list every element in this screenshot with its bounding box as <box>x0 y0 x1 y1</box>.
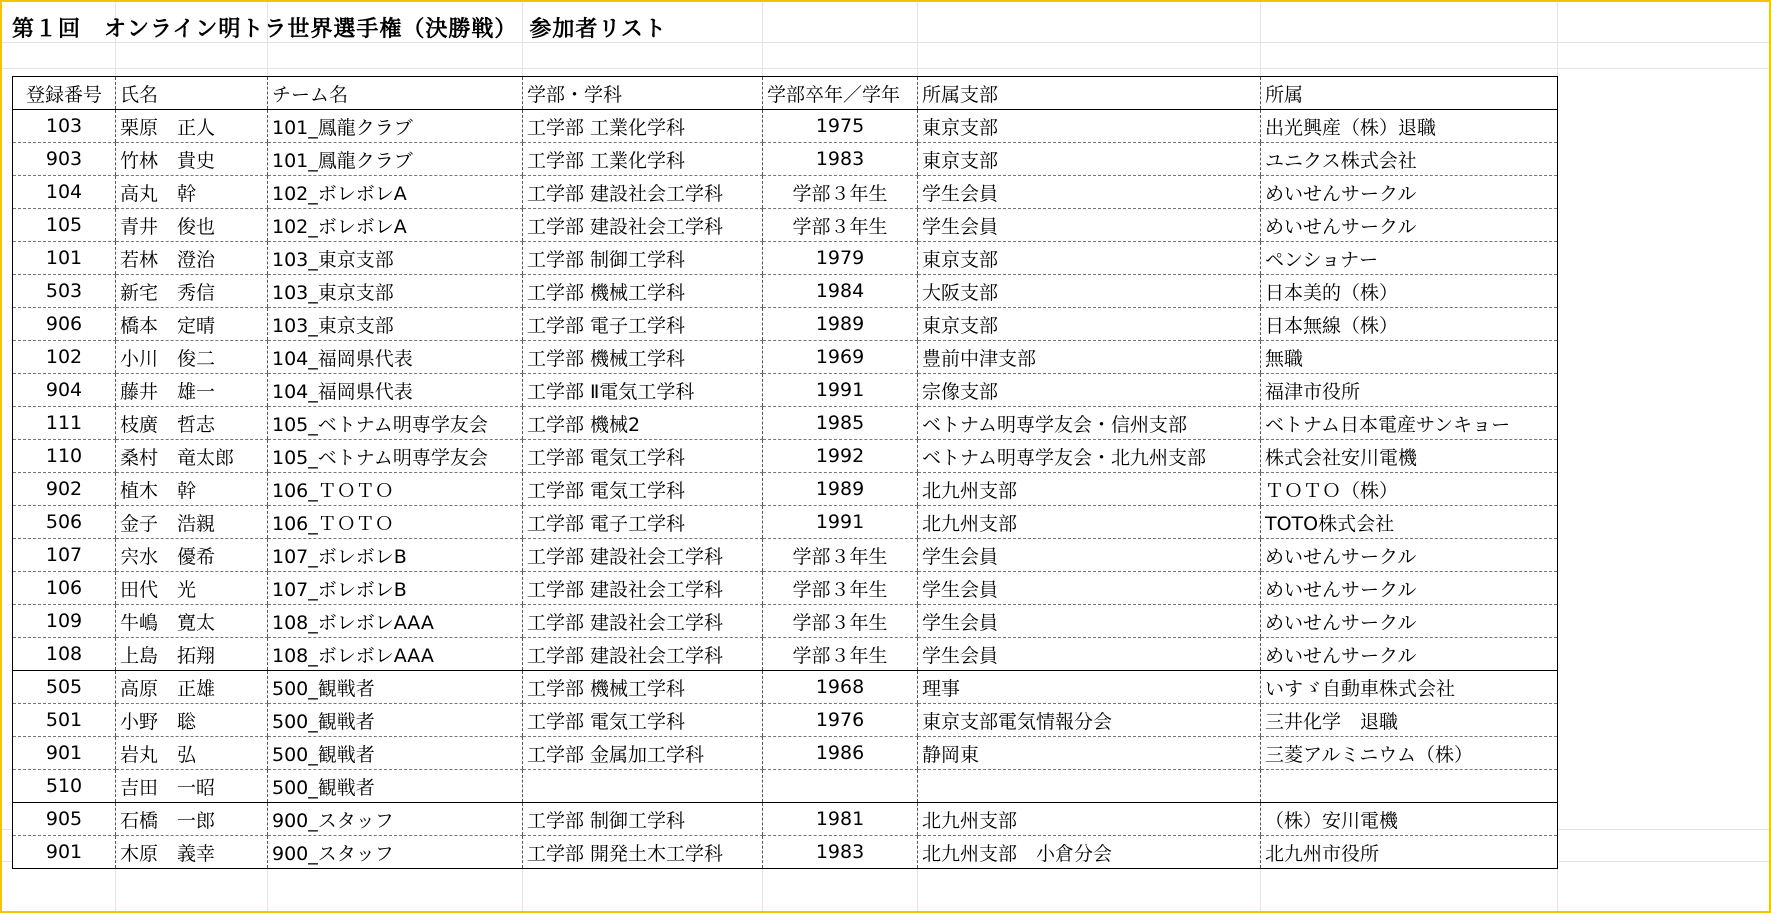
registration-number-cell[interactable]: 903 <box>13 143 116 176</box>
name-cell[interactable]: 桑村 竜太郎 <box>116 440 268 473</box>
name-cell[interactable]: 小川 俊二 <box>116 341 268 374</box>
department-cell[interactable]: 工学部 建設社会工学科 <box>523 572 763 605</box>
department-cell[interactable]: 工学部 電気工学科 <box>523 704 763 737</box>
table-row <box>13 605 1558 638</box>
registration-number-cell[interactable]: 109 <box>13 605 116 638</box>
department-cell[interactable]: 工学部 建設社会工学科 <box>523 176 763 209</box>
name-cell[interactable]: 若林 澄治 <box>116 242 268 275</box>
registration-number-cell[interactable]: 503 <box>13 275 116 308</box>
department-cell[interactable]: 工学部 建設社会工学科 <box>523 638 763 671</box>
team-cell[interactable]: 101_鳳龍クラブ <box>268 143 523 176</box>
registration-number-cell[interactable]: 105 <box>13 209 116 242</box>
grad-year-cell[interactable]: 1975 <box>763 110 918 143</box>
branch-cell[interactable]: 東京支部 <box>918 242 1261 275</box>
team-cell[interactable]: 106_ＴＯＴＯ <box>268 473 523 506</box>
department-cell[interactable]: 工学部 工業化学科 <box>523 110 763 143</box>
grad-year-cell[interactable]: 1983 <box>763 836 918 869</box>
department-cell[interactable]: 工学部 金属加工学科 <box>523 737 763 770</box>
registration-number-cell[interactable]: 102 <box>13 341 116 374</box>
branch-cell[interactable]: ベトナム明専学友会・信州支部 <box>918 407 1261 440</box>
department-cell[interactable]: 工学部 電子工学科 <box>523 308 763 341</box>
name-cell[interactable]: 木原 義幸 <box>116 836 268 869</box>
table-row <box>13 539 1558 572</box>
registration-number-cell[interactable]: 104 <box>13 176 116 209</box>
department-cell[interactable]: 工学部 建設社会工学科 <box>523 605 763 638</box>
table-row <box>13 440 1558 473</box>
branch-cell[interactable]: 東京支部 <box>918 143 1261 176</box>
table-row <box>13 704 1558 737</box>
team-cell[interactable]: 104_福岡県代表 <box>268 374 523 407</box>
team-cell[interactable]: 500_観戦者 <box>268 770 523 803</box>
department-cell[interactable]: 工学部 工業化学科 <box>523 143 763 176</box>
team-cell[interactable]: 107_ボレボレB <box>268 572 523 605</box>
team-cell[interactable]: 102_ボレボレA <box>268 176 523 209</box>
affiliation-cell[interactable]: いすゞ自動車株式会社 <box>1261 671 1558 704</box>
name-cell[interactable]: 石橋 一郎 <box>116 803 268 836</box>
participant-table <box>12 76 1558 869</box>
team-cell[interactable]: 900_スタッフ <box>268 803 523 836</box>
department-cell[interactable]: 工学部 Ⅱ電気工学科 <box>523 374 763 407</box>
name-cell[interactable]: 吉田 一昭 <box>116 770 268 803</box>
grad-year-cell[interactable]: 1985 <box>763 407 918 440</box>
branch-cell[interactable]: ベトナム明専学友会・北九州支部 <box>918 440 1261 473</box>
team-cell[interactable]: 500_観戦者 <box>268 737 523 770</box>
header-branch[interactable]: 所属支部 <box>918 77 1261 110</box>
table-row <box>13 341 1558 374</box>
team-cell[interactable]: 104_福岡県代表 <box>268 341 523 374</box>
team-cell[interactable]: 103_東京支部 <box>268 308 523 341</box>
affiliation-cell[interactable]: （株）安川電機 <box>1261 803 1558 836</box>
department-cell[interactable]: 工学部 機械2 <box>523 407 763 440</box>
registration-number-cell[interactable]: 106 <box>13 572 116 605</box>
grad-year-cell[interactable]: 1991 <box>763 506 918 539</box>
table-row <box>13 770 1558 803</box>
grad-year-cell[interactable]: 1976 <box>763 704 918 737</box>
name-cell[interactable]: 高丸 幹 <box>116 176 268 209</box>
department-cell[interactable]: 工学部 機械工学科 <box>523 341 763 374</box>
name-cell[interactable]: 竹林 貴史 <box>116 143 268 176</box>
participant-rows <box>13 110 1558 869</box>
branch-cell[interactable]: 東京支部電気情報分会 <box>918 704 1261 737</box>
grad-year-cell[interactable]: 1983 <box>763 143 918 176</box>
sheet-title: 第１回 オンライン明トラ世界選手権（決勝戦） 参加者リスト <box>12 17 667 42</box>
grad-year-cell[interactable]: 1979 <box>763 242 918 275</box>
table-row <box>13 803 1558 836</box>
registration-number-cell[interactable]: 905 <box>13 803 116 836</box>
branch-cell[interactable]: 学生会員 <box>918 176 1261 209</box>
branch-cell[interactable]: 北九州支部 <box>918 506 1261 539</box>
affiliation-cell[interactable]: めいせんサークル <box>1261 605 1558 638</box>
name-cell[interactable]: 小野 聡 <box>116 704 268 737</box>
affiliation-cell[interactable]: ＴＯＴＯ（株） <box>1261 473 1558 506</box>
branch-cell[interactable]: 学生会員 <box>918 209 1261 242</box>
affiliation-cell[interactable]: 三菱アルミニウム（株） <box>1261 737 1558 770</box>
branch-cell[interactable]: 静岡東 <box>918 737 1261 770</box>
branch-cell[interactable] <box>918 770 1261 803</box>
branch-cell[interactable]: 学生会員 <box>918 605 1261 638</box>
table-row <box>13 110 1558 143</box>
name-cell[interactable]: 田代 光 <box>116 572 268 605</box>
table-row <box>13 242 1558 275</box>
affiliation-cell[interactable] <box>1261 770 1558 803</box>
affiliation-cell[interactable]: 北九州市役所 <box>1261 836 1558 869</box>
affiliation-cell[interactable]: 日本美的（株） <box>1261 275 1558 308</box>
grad-year-cell[interactable]: 学部３年生 <box>763 209 918 242</box>
table-row <box>13 473 1558 506</box>
affiliation-cell[interactable]: めいせんサークル <box>1261 209 1558 242</box>
name-cell[interactable]: 橋本 定晴 <box>116 308 268 341</box>
table-row <box>13 506 1558 539</box>
registration-number-cell[interactable]: 107 <box>13 539 116 572</box>
name-cell[interactable]: 高原 正雄 <box>116 671 268 704</box>
affiliation-cell[interactable]: めいせんサークル <box>1261 176 1558 209</box>
department-cell[interactable]: 工学部 機械工学科 <box>523 671 763 704</box>
grad-year-cell[interactable] <box>763 770 918 803</box>
grad-year-cell[interactable]: 学部３年生 <box>763 539 918 572</box>
table-row <box>13 143 1558 176</box>
table-row <box>13 275 1558 308</box>
table-row <box>13 374 1558 407</box>
department-cell[interactable]: 工学部 開発土木工学科 <box>523 836 763 869</box>
registration-number-cell[interactable]: 901 <box>13 836 116 869</box>
branch-cell[interactable]: 学生会員 <box>918 638 1261 671</box>
table-row <box>13 638 1558 671</box>
registration-number-cell[interactable]: 906 <box>13 308 116 341</box>
grad-year-cell[interactable]: 学部３年生 <box>763 605 918 638</box>
registration-number-cell[interactable]: 110 <box>13 440 116 473</box>
department-cell[interactable]: 工学部 電気工学科 <box>523 440 763 473</box>
name-cell[interactable]: 金子 浩親 <box>116 506 268 539</box>
branch-cell[interactable]: 理事 <box>918 671 1261 704</box>
team-cell[interactable]: 103_東京支部 <box>268 242 523 275</box>
table-row <box>13 176 1558 209</box>
name-cell[interactable]: 栗原 正人 <box>116 110 268 143</box>
name-cell[interactable]: 岩丸 弘 <box>116 737 268 770</box>
department-cell[interactable]: 工学部 機械工学科 <box>523 275 763 308</box>
affiliation-cell[interactable]: ベトナム日本電産サンキョー <box>1261 407 1558 440</box>
branch-cell[interactable]: 学生会員 <box>918 572 1261 605</box>
grad-year-cell[interactable]: 1981 <box>763 803 918 836</box>
team-cell[interactable]: 101_鳳龍クラブ <box>268 110 523 143</box>
grad-year-cell[interactable]: 1968 <box>763 671 918 704</box>
affiliation-cell[interactable]: 株式会社安川電機 <box>1261 440 1558 473</box>
department-cell[interactable]: 工学部 建設社会工学科 <box>523 539 763 572</box>
team-cell[interactable]: 500_観戦者 <box>268 704 523 737</box>
name-cell[interactable]: 上島 拓翔 <box>116 638 268 671</box>
team-cell[interactable]: 106_ＴＯＴＯ <box>268 506 523 539</box>
table-row <box>13 671 1558 704</box>
registration-number-cell[interactable]: 904 <box>13 374 116 407</box>
affiliation-cell[interactable]: めいせんサークル <box>1261 638 1558 671</box>
team-cell[interactable]: 105_ベトナム明専学友会 <box>268 407 523 440</box>
branch-cell[interactable]: 豊前中津支部 <box>918 341 1261 374</box>
affiliation-cell[interactable]: めいせんサークル <box>1261 539 1558 572</box>
branch-cell[interactable]: 東京支部 <box>918 110 1261 143</box>
affiliation-cell[interactable]: 福津市役所 <box>1261 374 1558 407</box>
affiliation-cell[interactable]: TOTO株式会社 <box>1261 506 1558 539</box>
registration-number-cell[interactable]: 101 <box>13 242 116 275</box>
header-row <box>13 77 1558 110</box>
grad-year-cell[interactable]: 1984 <box>763 275 918 308</box>
department-cell[interactable]: 工学部 電子工学科 <box>523 506 763 539</box>
registration-number-cell[interactable]: 103 <box>13 110 116 143</box>
table-row <box>13 209 1558 242</box>
grad-year-cell[interactable]: 学部３年生 <box>763 176 918 209</box>
table-row <box>13 737 1558 770</box>
team-cell[interactable]: 108_ボレボレAAA <box>268 638 523 671</box>
name-cell[interactable]: 青井 俊也 <box>116 209 268 242</box>
branch-cell[interactable]: 宗像支部 <box>918 374 1261 407</box>
grad-year-cell[interactable]: 学部３年生 <box>763 572 918 605</box>
header-department[interactable]: 学部・学科 <box>523 77 763 110</box>
affiliation-cell[interactable]: ペンショナー <box>1261 242 1558 275</box>
branch-cell[interactable]: 北九州支部 小倉分会 <box>918 836 1261 869</box>
branch-cell[interactable]: 学生会員 <box>918 539 1261 572</box>
branch-cell[interactable]: 大阪支部 <box>918 275 1261 308</box>
team-cell[interactable]: 103_東京支部 <box>268 275 523 308</box>
branch-cell[interactable]: 北九州支部 <box>918 473 1261 506</box>
team-cell[interactable]: 105_ベトナム明専学友会 <box>268 440 523 473</box>
grad-year-cell[interactable]: 1989 <box>763 308 918 341</box>
branch-cell[interactable]: 東京支部 <box>918 308 1261 341</box>
affiliation-cell[interactable]: 出光興産（株）退職 <box>1261 110 1558 143</box>
affiliation-cell[interactable]: めいせんサークル <box>1261 572 1558 605</box>
department-cell[interactable] <box>523 770 763 803</box>
header-team[interactable]: チーム名 <box>268 77 523 110</box>
department-cell[interactable]: 工学部 建設社会工学科 <box>523 209 763 242</box>
table-row <box>13 308 1558 341</box>
name-cell[interactable]: 牛嶋 寛太 <box>116 605 268 638</box>
grad-year-cell[interactable]: 1986 <box>763 737 918 770</box>
registration-number-cell[interactable]: 111 <box>13 407 116 440</box>
affiliation-cell[interactable]: ユニクス株式会社 <box>1261 143 1558 176</box>
header-registration-number[interactable]: 登録番号 <box>13 77 116 110</box>
grad-year-cell[interactable]: 1992 <box>763 440 918 473</box>
team-cell[interactable]: 108_ボレボレAAA <box>268 605 523 638</box>
header-name[interactable]: 氏名 <box>116 77 268 110</box>
name-cell[interactable]: 枝廣 哲志 <box>116 407 268 440</box>
table-row <box>13 572 1558 605</box>
affiliation-cell[interactable]: 無職 <box>1261 341 1558 374</box>
registration-number-cell[interactable]: 902 <box>13 473 116 506</box>
grad-year-cell[interactable]: 1969 <box>763 341 918 374</box>
header-grad-year[interactable]: 学部卒年／学年 <box>763 77 918 110</box>
table-row <box>13 407 1558 440</box>
registration-number-cell[interactable]: 108 <box>13 638 116 671</box>
department-cell[interactable]: 工学部 制御工学科 <box>523 803 763 836</box>
branch-cell[interactable]: 北九州支部 <box>918 803 1261 836</box>
registration-number-cell[interactable]: 510 <box>13 770 116 803</box>
department-cell[interactable]: 工学部 電気工学科 <box>523 473 763 506</box>
grad-year-cell[interactable]: 1989 <box>763 473 918 506</box>
team-cell[interactable]: 500_観戦者 <box>268 671 523 704</box>
team-cell[interactable]: 107_ボレボレB <box>268 539 523 572</box>
header-affiliation[interactable]: 所属 <box>1261 77 1558 110</box>
name-cell[interactable]: 新宅 秀信 <box>116 275 268 308</box>
grad-year-cell[interactable]: 1991 <box>763 374 918 407</box>
team-cell[interactable]: 900_スタッフ <box>268 836 523 869</box>
table-row <box>13 836 1558 869</box>
team-cell[interactable]: 102_ボレボレA <box>268 209 523 242</box>
grad-year-cell[interactable]: 学部３年生 <box>763 638 918 671</box>
registration-number-cell[interactable]: 501 <box>13 704 116 737</box>
registration-number-cell[interactable]: 506 <box>13 506 116 539</box>
name-cell[interactable]: 植木 幹 <box>116 473 268 506</box>
name-cell[interactable]: 藤井 雄一 <box>116 374 268 407</box>
registration-number-cell[interactable]: 505 <box>13 671 116 704</box>
name-cell[interactable]: 宍水 優希 <box>116 539 268 572</box>
registration-number-cell[interactable]: 901 <box>13 737 116 770</box>
department-cell[interactable]: 工学部 制御工学科 <box>523 242 763 275</box>
affiliation-cell[interactable]: 三井化学 退職 <box>1261 704 1558 737</box>
affiliation-cell[interactable]: 日本無線（株） <box>1261 308 1558 341</box>
